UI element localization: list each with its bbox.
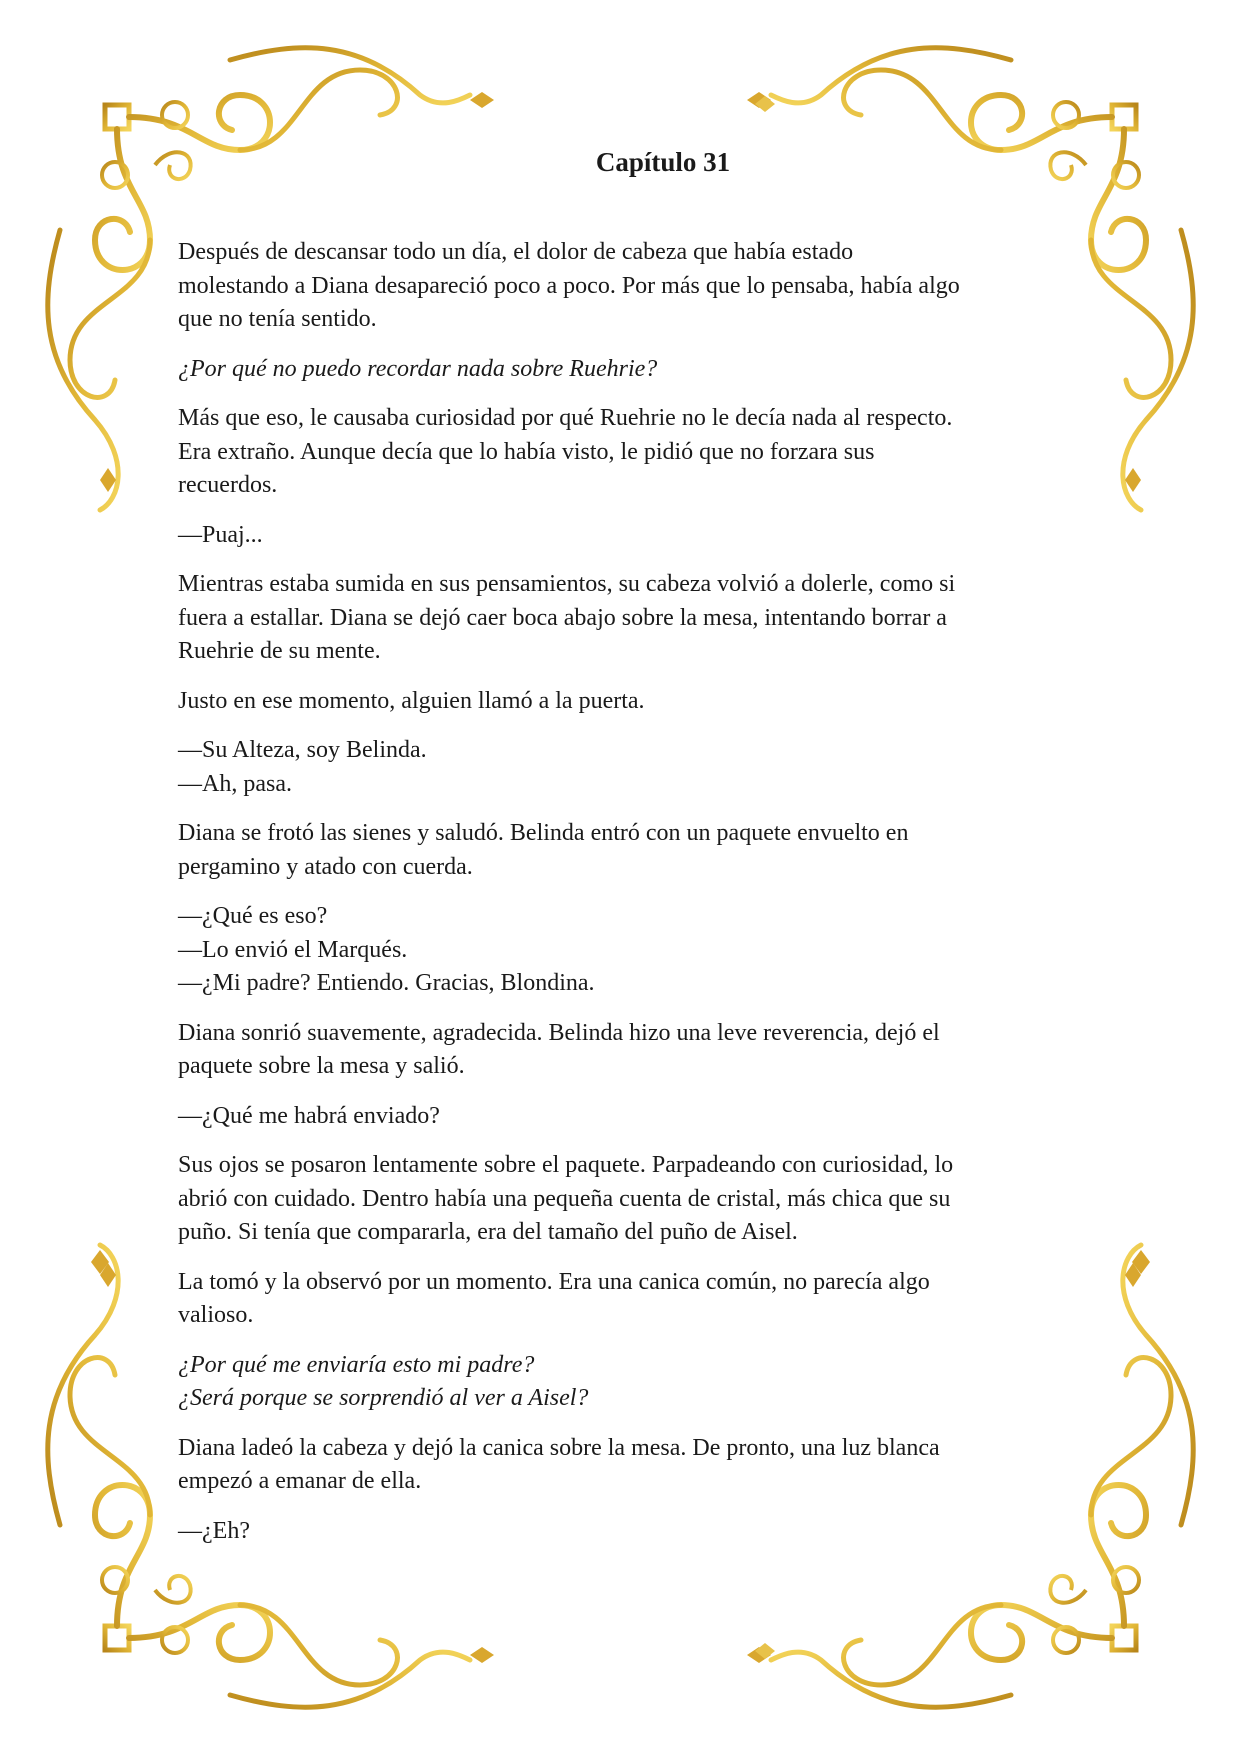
- text-line: que no tenía sentido.: [178, 306, 377, 332]
- text-line: Era extraño. Aunque decía que lo había visto, le pidió que no forzara sus: [178, 438, 875, 465]
- paragraph: [178, 1017, 1078, 1084]
- text-line: pergamino y atado con cuerda.: [178, 853, 473, 880]
- paragraph: [178, 236, 1078, 337]
- paragraph-list: [178, 236, 1078, 1548]
- paragraph: [178, 402, 1078, 503]
- text-line: Sus ojos se posaron lentamente sobre el paquete. Parpadeando con curiosidad, lo: [178, 1152, 954, 1178]
- paragraph: [178, 353, 1078, 387]
- paragraph: [178, 1515, 1078, 1549]
- chapter-body: [178, 145, 1078, 1564]
- text-line: fuera a estallar. Diana se dejó caer boca abajo sobre la mesa, intentando borrar a: [178, 604, 947, 631]
- paragraph: [178, 519, 1078, 553]
- text-line: —¿Qué me habrá enviado?: [178, 1102, 440, 1129]
- paragraph: [178, 568, 1078, 669]
- text-line: valioso.: [178, 1302, 254, 1328]
- paragraph: [178, 900, 1078, 1001]
- page-title: Capítulo 31: [595, 147, 731, 177]
- text-line: —¿Mi padre? Entiendo. Gracias, Blondina.: [178, 970, 595, 996]
- text-line: Más que eso, le causaba curiosidad por qué Ruehrie no le decía nada al respecto.: [178, 405, 953, 431]
- text-line: Justo en ese momento, alguien llamó a la puerta.: [178, 687, 645, 714]
- paragraph: [178, 734, 1078, 801]
- text-line: Diana sonrió suavemente, agradecida. Belinda hizo una leve reverencia, dejó el: [178, 1019, 940, 1046]
- text-line: —¿Eh?: [178, 1517, 250, 1544]
- text-line: —Puaj...: [178, 521, 263, 548]
- text-line: abrió con cuidado. Dentro había una pequeña cuenta de cristal, más chica que su: [178, 1185, 951, 1212]
- text-line: ¿Por qué me enviaría esto mi padre?: [178, 1351, 535, 1378]
- text-line: ¿Por qué no puedo recordar nada sobre Ruehrie?: [178, 355, 658, 382]
- text-line: ¿Será porque se sorprendió al ver a Aisel?: [178, 1385, 589, 1411]
- text-line: Diana se frotó las sienes y saludó. Belinda entró con un paquete envuelto en: [178, 820, 909, 846]
- paragraph: [178, 1432, 1078, 1499]
- text-line: —Su Alteza, soy Belinda.: [178, 737, 427, 763]
- paragraph: [178, 1100, 1078, 1134]
- text-line: recuerdos.: [178, 472, 278, 498]
- paragraph: [178, 1349, 1078, 1416]
- paragraph: [178, 1266, 1078, 1333]
- text-line: molestando a Diana desapareció poco a poco. Por más que lo pensaba, había algo: [178, 272, 960, 299]
- text-line: —Lo envió el Marqués.: [178, 936, 408, 963]
- paragraph: [178, 817, 1078, 884]
- text-line: Mientras estaba sumida en sus pensamientos, su cabeza volvió a dolerle, como si: [178, 571, 956, 597]
- text-line: La tomó y la observó por un momento. Era una canica común, no parecía algo: [178, 1268, 930, 1295]
- paragraph: [178, 1149, 1078, 1250]
- text-line: puño. Si tenía que compararla, era del tamaño del puño de Aisel.: [178, 1219, 798, 1245]
- text-line: Después de descansar todo un día, el dolor de cabeza que había estado: [178, 239, 854, 265]
- text-line: paquete sobre la mesa y salió.: [178, 1053, 465, 1079]
- text-line: empezó a emanar de ella.: [178, 1468, 422, 1494]
- text-line: Ruehrie de su mente.: [178, 638, 381, 664]
- text-line: —Ah, pasa.: [178, 770, 292, 797]
- paragraph: [178, 685, 1078, 719]
- text-line: —¿Qué es eso?: [178, 903, 328, 929]
- text-line: Diana ladeó la cabeza y dejó la canica sobre la mesa. De pronto, una luz blanca: [178, 1434, 940, 1461]
